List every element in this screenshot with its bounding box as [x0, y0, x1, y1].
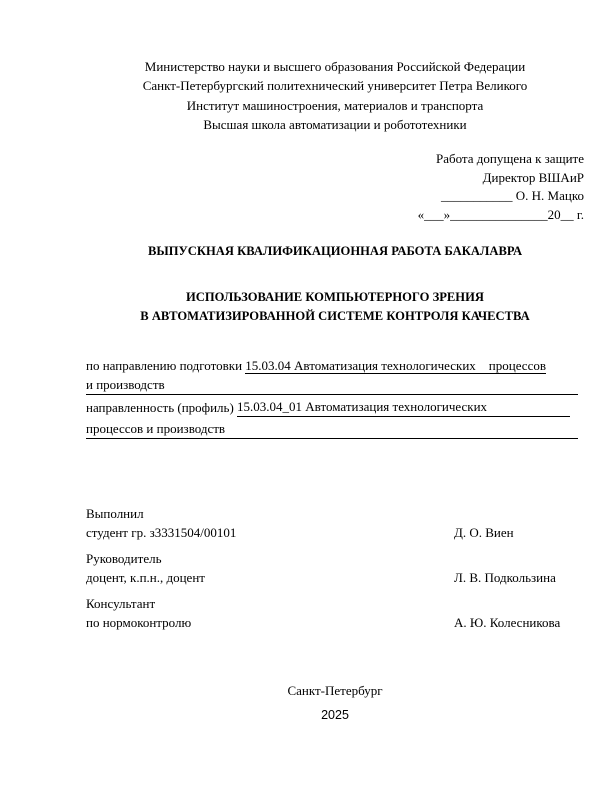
ministry-header — [0, 57, 612, 134]
approval-date: «___»_______________20__ г. — [417, 207, 584, 223]
topic-line-2: В АВТОМАТИЗИРОВАННОЙ СИСТЕМЕ КОНТРОЛЯ КАЧЕСТВА — [140, 309, 530, 324]
study-direction — [86, 356, 586, 441]
profile-code: 15.03.04_01 Автоматизация технологических — [237, 399, 488, 415]
consultant-role: Консультант — [86, 596, 156, 611]
direction-code-part2: и производств — [86, 377, 165, 393]
work-type-title: ВЫПУСКНАЯ КВАЛИФИКАЦИОННАЯ РАБОТА БАКАЛАВРА — [147, 244, 523, 258]
approval-signature: ___________ О. Н. Мацко — [441, 188, 584, 204]
direction-prefix: по направлению подготовки — [86, 358, 246, 373]
direction-code-continued — [86, 375, 578, 395]
header-ministry: Министерство науки и высшего образования Российской Федерации — [144, 59, 526, 74]
author-name: Д. О. Виен — [454, 525, 514, 540]
author-detail: студент гр. з3331504/00101 — [86, 525, 237, 540]
profile-prefix: направленность (профиль) — [86, 400, 238, 416]
approval-admitted: Работа допущена к защите — [435, 151, 584, 166]
supervisor-role: Руководитель — [86, 551, 162, 566]
thesis-topic — [0, 288, 612, 327]
approval-director: Директор ВШАиР — [482, 169, 584, 185]
consultant-name: А. Ю. Колесникова — [454, 615, 561, 630]
topic-line-1: ИСПОЛЬЗОВАНИЕ КОМПЬЮТЕРНОГО ЗРЕНИЯ — [185, 290, 484, 304]
supervisor-row — [86, 568, 586, 587]
city: Санкт-Петербург — [287, 683, 383, 698]
profile-code-part2: процессов и производств — [86, 421, 226, 437]
profile-fill — [237, 397, 570, 417]
header-school: Высшая школа автоматизации и робототехники — [203, 116, 467, 132]
direction-code: 15.03.04 Автоматизация технологических процессов — [245, 358, 546, 373]
supervisor-name: Л. В. Подкользина — [454, 570, 556, 585]
profile-continued — [86, 419, 578, 439]
author-role: Выполнил — [86, 506, 144, 521]
approval-block — [418, 150, 584, 225]
consultant-row — [86, 613, 586, 632]
signatures-block — [86, 504, 586, 632]
supervisor-detail: доцент, к.п.н., доцент — [86, 570, 205, 585]
year: 2025 — [321, 708, 349, 722]
consultant-detail: по нормоконтролю — [86, 615, 192, 630]
author-row — [86, 523, 586, 542]
header-university: Санкт-Петербургский политехнический университет Петра Великого — [142, 78, 528, 94]
header-institute: Институт машиностроения, материалов и транспорта — [186, 97, 484, 113]
